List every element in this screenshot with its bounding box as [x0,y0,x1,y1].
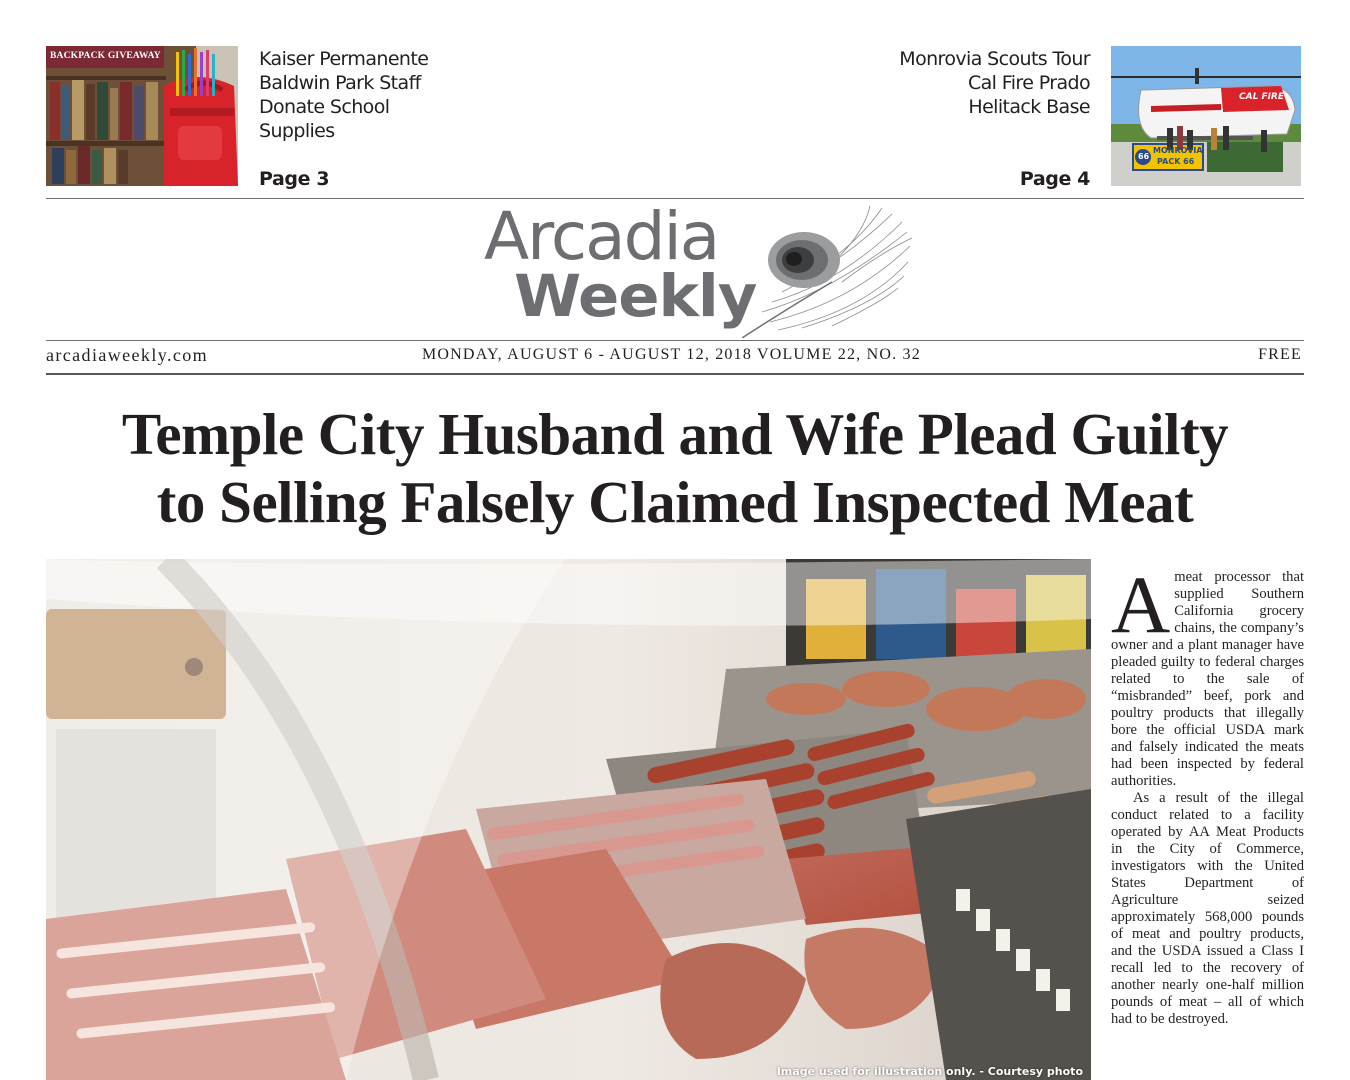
meat-display-case-image [46,559,1091,1080]
teaser-headline-line: Helitack Base [968,96,1090,118]
helicopter-livery-text: CAL FIRE [1239,92,1285,102]
helicopter-photo [1111,46,1301,186]
monrovia-banner-number: 66 [1138,152,1150,161]
monrovia-banner-pack: PACK 66 [1157,157,1195,166]
masthead-divider [46,340,1304,341]
website-link[interactable]: arcadiaweekly.com [46,345,209,365]
article-paragraph-text: meat processor that supplied Southern California grocery chains, the company’s owner and a plant manager have pleaded guilty to federal charges related to the sale of “misbranded” beef, pork and poultry products that illegally bore the official USDA mark and falsely indicated the meats had been inspected by federal authorities. [1111,569,1304,789]
headline-line: Temple City Husband and Wife Plead Guilty [121,401,1229,467]
price-label: FREE [1258,346,1302,363]
backpack-giveaway-label: BACKPACK GIVEAWAY [50,51,161,61]
teaser-headline-line: Monrovia Scouts Tour [899,48,1090,70]
photo-caption: Image used for illustration only. - Courtesy photo [776,1065,1083,1078]
teaser-kaiser-headline[interactable] [259,47,519,143]
dateline-divider [46,373,1304,375]
lead-story-headline[interactable] [46,400,1304,536]
teaser-monrovia-page-link[interactable]: Page 4 [1019,168,1090,190]
teaser-headline-line: Cal Fire Prado [967,72,1090,94]
masthead-arcadia: Arcadia [484,198,719,275]
teaser-headline-line: Supplies [259,120,335,142]
masthead-weekly: Weekly [514,262,757,330]
lead-story-body [1111,559,1304,1028]
article-paragraph: As a result of the illegal conduct related to a facility operated by AA Meat Products in the City of Commerce, investigators with the United States Department of Agriculture seized approximately 568,000 pounds of meat and poultry products, and the USDA issued a Class I recall led to the recovery of another nearly one-half million pounds of meat – all of which had to be destroyed. [1111,790,1304,1027]
headline-line: to Selling Falsely Claimed Inspected Meat [156,469,1194,535]
peacock-feather-icon [742,202,912,338]
teaser-headline-line: Donate School [259,96,390,118]
masthead-logo[interactable] [480,200,910,340]
monrovia-banner-label: MONROVIA [1153,146,1203,155]
teaser-helicopter-image[interactable] [1111,46,1301,186]
drop-cap: A [1111,559,1171,650]
teaser-monrovia-headline[interactable] [840,47,1090,119]
article-paragraph [1111,559,1304,790]
teaser-headline-line: Kaiser Permanente [259,48,429,70]
teaser-kaiser-page-link[interactable]: Page 3 [259,168,330,190]
teaser-backpack-image[interactable] [46,46,238,186]
teaser-headline-line: Baldwin Park Staff [259,72,421,94]
issue-date-volume: MONDAY, AUGUST 6 - AUGUST 12, 2018 VOLUME 22, NO. 32 [422,346,921,363]
backpack-photo [46,46,238,186]
meat-counter-photo[interactable] [46,559,1091,1080]
